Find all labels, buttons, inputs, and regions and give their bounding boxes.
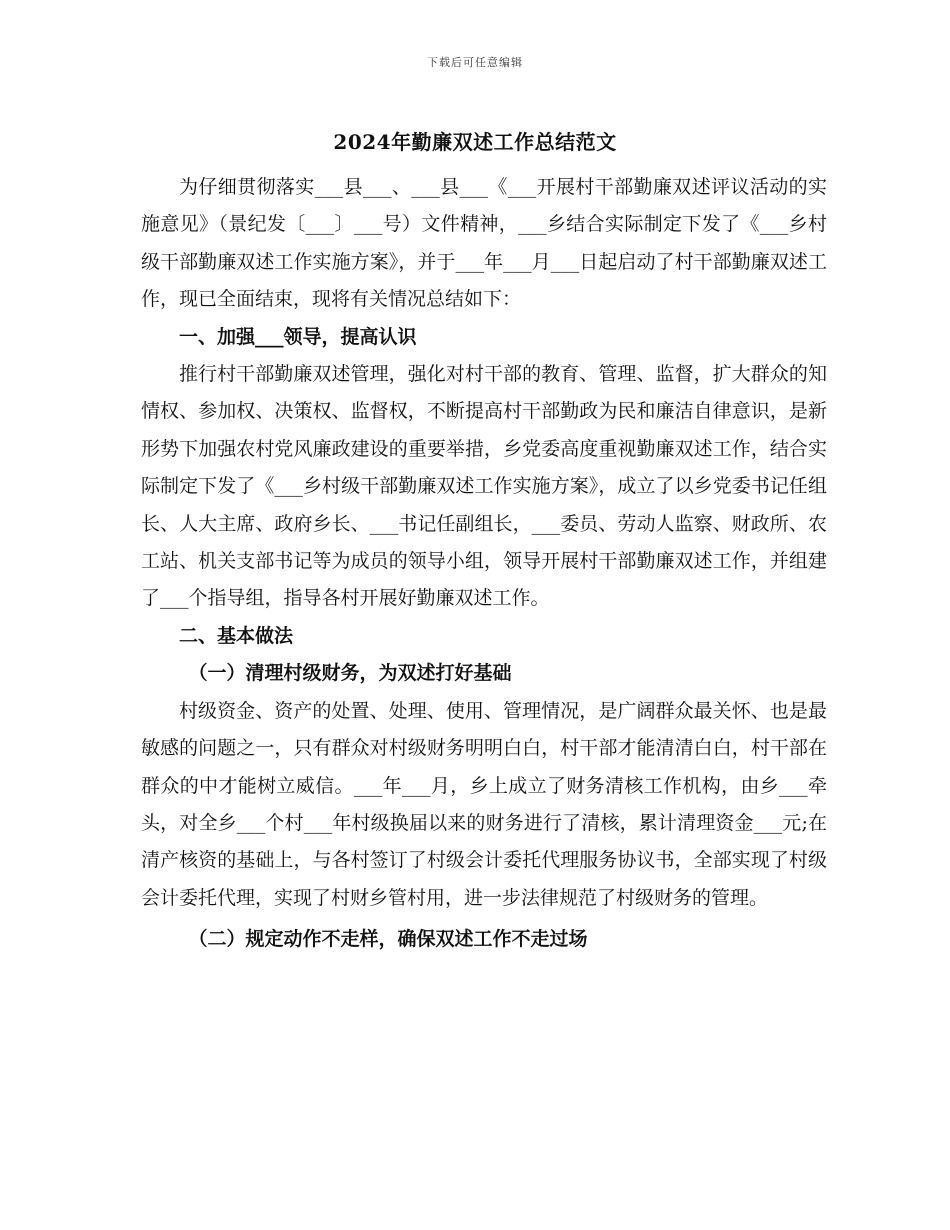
subsection-heading-2: （二）规定动作不走样，确保双述工作不走过场	[188, 928, 588, 951]
intro-paragraph: 为仔细贯彻落实___县___、___县___《___开展村干部勤廉双述评议活动的实施意见》（景纪发〔___〕___号）文件精神，___乡结合实际制定下发了《___乡村级干部勤廉双述工作实施方案》，并于___年___月___日起启动了村干部勤廉双述工作，现已全面结束，现将有关情况总结如下：	[141, 176, 827, 311]
document-title: 2024年勤廉双述工作总结范文	[333, 130, 617, 154]
section-heading-1: 一、加强___领导，提高认识	[179, 325, 417, 348]
subsection-heading-1: （一）清理村级财务，为双述打好基础	[188, 662, 512, 685]
header-note: 下载后可任意编辑	[427, 56, 523, 69]
subsection-1-paragraph: 村级资金、资产的处置、处理、使用、管理情况，是广阔群众最关怀、也是最敏感的问题之一，只有群众对村级财务明明白白，村干部才能清清白白，村干部在群众的中才能树立威信。___年___月，乡上成立了财务清核工作机构，由乡___牵头，对全乡___个村___年村级换届以来的财务进行了清核，累计清理资金___元;在清产核资的基础上，与各村签订了村级会计委托代理服务协议书，全部实现了村级会计委托代理，实现了村财乡管村用，进一步法律规范了村级财务的管理。	[141, 699, 827, 909]
document-body	[141, 169, 827, 959]
section-heading-2: 二、基本做法	[179, 624, 294, 647]
section-1-paragraph: 推行村干部勤廉双述管理，强化对村干部的教育、管理、监督，扩大群众的知情权、参加权、决策权、监督权，不断提高村干部勤政为民和廉洁自律意识，是新形势下加强农村党风廉政建设的重要举措，乡党委高度重视勤廉双述工作，结合实际制定下发了《___乡村级干部勤廉双述工作实施方案》，成立了以乡党委书记任组长、人大主席、政府乡长、___书记任副组长，___委员、劳动人监察、财政所、农工站、机关支部书记等为成员的领导小组，领导开展村干部勤廉双述工作，并组建了___个指导组，指导各村开展好勤廉双述工作。	[141, 363, 827, 610]
